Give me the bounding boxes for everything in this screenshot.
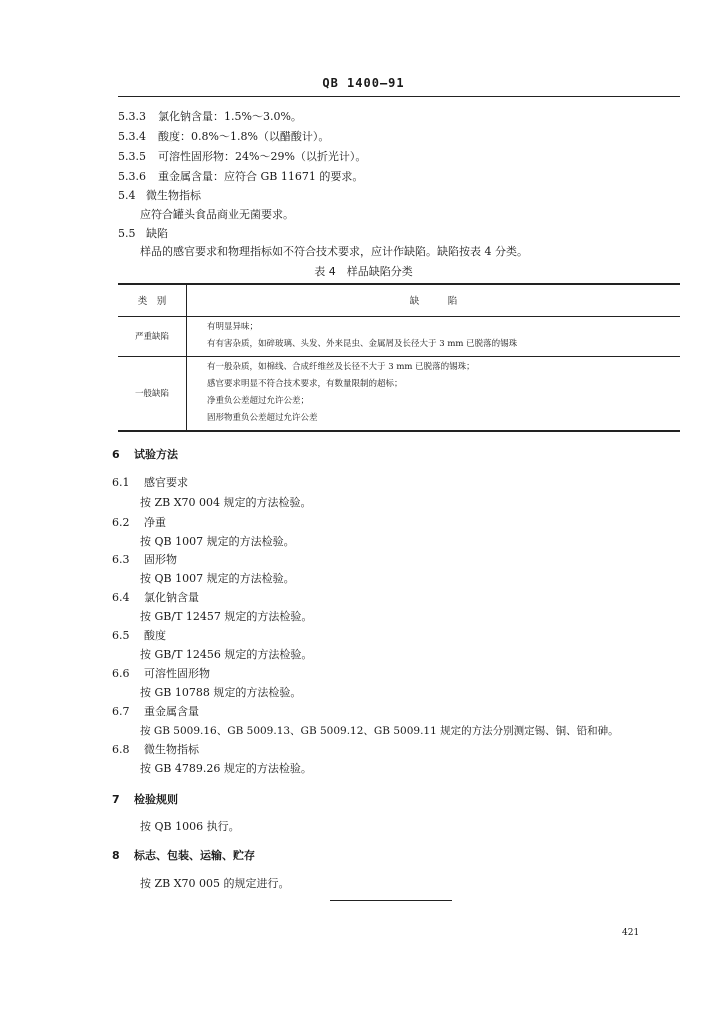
clause-number: 6.4 — [112, 591, 130, 604]
clause-title: 酸度 — [144, 629, 166, 642]
clause-title: 可溶性固形物 — [144, 667, 210, 680]
clause-title: 净重 — [144, 516, 166, 529]
clause-title: 微生物指标 — [144, 743, 199, 756]
clause-6-2-body: 按 QB 1007 规定的方法检验。 — [140, 535, 295, 548]
clause-number: 6.8 — [112, 743, 130, 756]
standard-code-header: QB 1400—91 — [322, 76, 405, 90]
table-row — [118, 316, 680, 356]
clause-5-3-5 — [118, 150, 366, 164]
clause-6-4 — [112, 591, 199, 605]
clause-6-1-body: 按 ZB X70 004 规定的方法检验。 — [140, 496, 312, 509]
clause-title: 固形物 — [144, 553, 177, 566]
clause-text: 可溶性固形物：24%～29%（以折光计）。 — [158, 150, 367, 163]
section-title: 检验规则 — [134, 793, 178, 806]
defect-line: 有明显异味； — [207, 322, 259, 332]
clause-6-5 — [112, 629, 166, 643]
category-cell: 一般缺陷 — [118, 356, 187, 431]
clause-text: 微生物指标 — [146, 189, 201, 202]
clause-5-4 — [118, 189, 201, 203]
defect-line: 有一般杂质，如棉线、合成纤维丝及长径不大于 3 mm 已脱落的锡珠； — [207, 362, 475, 373]
clause-number: 6.5 — [112, 629, 130, 642]
defect-cell — [187, 316, 681, 356]
clause-text: 氯化钠含量：1.5%～3.0%。 — [158, 110, 302, 123]
clause-6-4-body: 按 GB/T 12457 规定的方法检验。 — [140, 610, 313, 623]
defect-line: 有有害杂质，如碎玻璃、头发、外来昆虫、金属屑及长径大于 3 mm 已脱落的锡珠 — [207, 339, 518, 349]
section-number: 7 — [112, 793, 120, 806]
table-header-row — [118, 284, 680, 316]
section-title: 标志、包装、运输、贮存 — [134, 849, 255, 862]
column-header-category: 类 别 — [118, 284, 187, 316]
clause-6-1 — [112, 476, 188, 490]
end-rule — [330, 900, 452, 901]
clause-number: 6.3 — [112, 553, 130, 566]
section-8-heading — [112, 849, 255, 863]
clause-number: 6.2 — [112, 516, 130, 529]
clause-5-3-4 — [118, 130, 329, 144]
clause-6-5-body: 按 GB/T 12456 规定的方法检验。 — [140, 648, 313, 661]
clause-6-3-body: 按 QB 1007 规定的方法检验。 — [140, 572, 295, 585]
clause-5-3-3 — [118, 110, 302, 124]
clause-6-7 — [112, 705, 199, 719]
header-rule — [118, 96, 680, 97]
defect-classification-table — [118, 283, 680, 432]
clause-number: 5.3.4 — [118, 130, 146, 143]
clause-title: 氯化钠含量 — [144, 591, 199, 604]
clause-number: 6.1 — [112, 476, 130, 489]
clause-title: 感官要求 — [144, 476, 188, 489]
table-caption: 表 4 样品缺陷分类 — [314, 265, 413, 278]
clause-6-3 — [112, 553, 177, 567]
clause-text: 重金属含量：应符合 GB 11671 的要求。 — [158, 170, 364, 183]
section-number: 8 — [112, 849, 120, 862]
clause-5-5 — [118, 227, 168, 241]
clause-number: 5.4 — [118, 189, 136, 202]
clause-text: 酸度：0.8%～1.8%（以醋酸计）。 — [158, 130, 330, 143]
clause-5-5-body — [140, 245, 528, 259]
clause-6-2 — [112, 516, 166, 530]
clause-text: 缺陷 — [146, 227, 168, 240]
defect-cell — [187, 356, 681, 431]
clause-6-7-body: 按 GB 5009.16、GB 5009.13、GB 5009.12、GB 5009.11 规定的方法分别测定锡、铜、铅和砷。 — [140, 725, 619, 737]
clause-text: 应符合罐头食品商业无菌要求。 — [140, 208, 294, 221]
clause-6-6-body: 按 GB 10788 规定的方法检验。 — [140, 686, 302, 699]
clause-text: 样品的感官要求和物理指标如不符合技术要求，应计作缺陷。缺陷按表 4 分类。 — [140, 245, 528, 258]
defect-line: 感官要求明显不符合技术要求，有数量限制的超标； — [207, 379, 403, 390]
clause-title: 重金属含量 — [144, 705, 199, 718]
clause-6-6 — [112, 667, 210, 681]
clause-number: 5.3.6 — [118, 170, 146, 183]
clause-5-4-body — [140, 208, 294, 222]
clause-number: 6.7 — [112, 705, 130, 718]
section-8-body: 按 ZB X70 005 的规定进行。 — [140, 877, 290, 890]
table-row — [118, 356, 680, 431]
clause-number: 5.3.3 — [118, 110, 146, 123]
section-7-heading — [112, 793, 178, 807]
page-number: 421 — [622, 928, 640, 938]
section-number: 6 — [112, 448, 120, 461]
clause-6-8-body: 按 GB 4789.26 规定的方法检验。 — [140, 762, 312, 775]
clause-5-3-6 — [118, 170, 363, 184]
category-cell: 严重缺陷 — [118, 316, 187, 356]
clause-number: 5.3.5 — [118, 150, 146, 163]
defect-line: 固形物重负公差超过允许公差 — [207, 413, 318, 424]
column-header-defect: 缺 陷 — [409, 296, 458, 308]
section-6-heading — [112, 448, 178, 462]
clause-6-8 — [112, 743, 199, 757]
section-title: 试验方法 — [134, 448, 178, 461]
defect-line: 净重负公差超过允许公差； — [207, 396, 310, 407]
clause-number: 6.6 — [112, 667, 130, 680]
clause-number: 5.5 — [118, 227, 136, 240]
section-7-body: 按 QB 1006 执行。 — [140, 820, 240, 833]
